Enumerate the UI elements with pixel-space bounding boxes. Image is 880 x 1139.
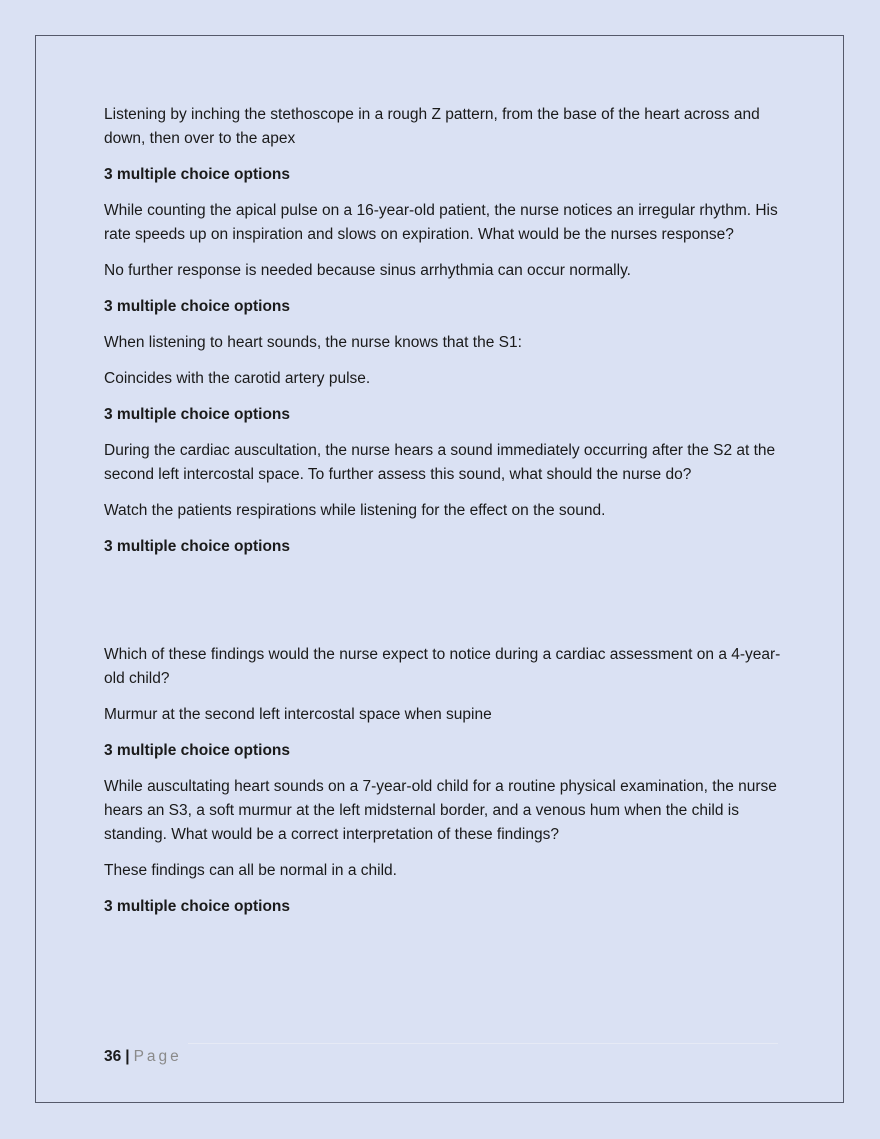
question-text: While counting the apical pulse on a 16-year-old patient, the nurse notices an irregular rhythm. His rate speeds up on inspiration and slows on expiration. What would be the nurses response? bbox=[104, 202, 778, 243]
page-number: 36 bbox=[104, 1048, 122, 1065]
options-label: 3 multiple choice options bbox=[104, 298, 291, 315]
page-label: Page bbox=[133, 1048, 182, 1065]
page-footer bbox=[104, 1046, 182, 1068]
document-body bbox=[104, 103, 784, 931]
answer-text: Watch the patients respirations while listening for the effect on the sound. bbox=[104, 502, 606, 519]
section-gap bbox=[104, 571, 784, 643]
question-text: Listening by inching the stethoscope in a rough Z pattern, from the base of the heart across and down, then over to the apex bbox=[104, 106, 760, 147]
answer-text: Coincides with the carotid artery pulse. bbox=[104, 370, 371, 387]
options-label: 3 multiple choice options bbox=[104, 166, 291, 183]
question-text: While auscultating heart sounds on a 7-year-old child for a routine physical examination, the nurse hears an S3, a soft murmur at the left midsternal border, and a venous hum when the child is standing. What would be a correct interpretation of these findings? bbox=[104, 778, 777, 843]
options-label: 3 multiple choice options bbox=[104, 742, 291, 759]
question-text: Which of these findings would the nurse expect to notice during a cardiac assessment on a 4-year-old child? bbox=[104, 646, 781, 687]
answer-text: These findings can all be normal in a child. bbox=[104, 862, 397, 879]
options-label: 3 multiple choice options bbox=[104, 898, 291, 915]
question-text: When listening to heart sounds, the nurse knows that the S1: bbox=[104, 334, 522, 351]
answer-text: No further response is needed because sinus arrhythmia can occur normally. bbox=[104, 262, 631, 279]
answer-text: Murmur at the second left intercostal space when supine bbox=[104, 706, 492, 723]
footer-rule bbox=[188, 1043, 778, 1044]
footer-separator: | bbox=[125, 1048, 130, 1065]
options-label: 3 multiple choice options bbox=[104, 538, 291, 555]
options-label: 3 multiple choice options bbox=[104, 406, 291, 423]
question-text: During the cardiac auscultation, the nurse hears a sound immediately occurring after the S2 at the second left intercostal space. To further assess this sound, what should the nurse do? bbox=[104, 442, 776, 483]
